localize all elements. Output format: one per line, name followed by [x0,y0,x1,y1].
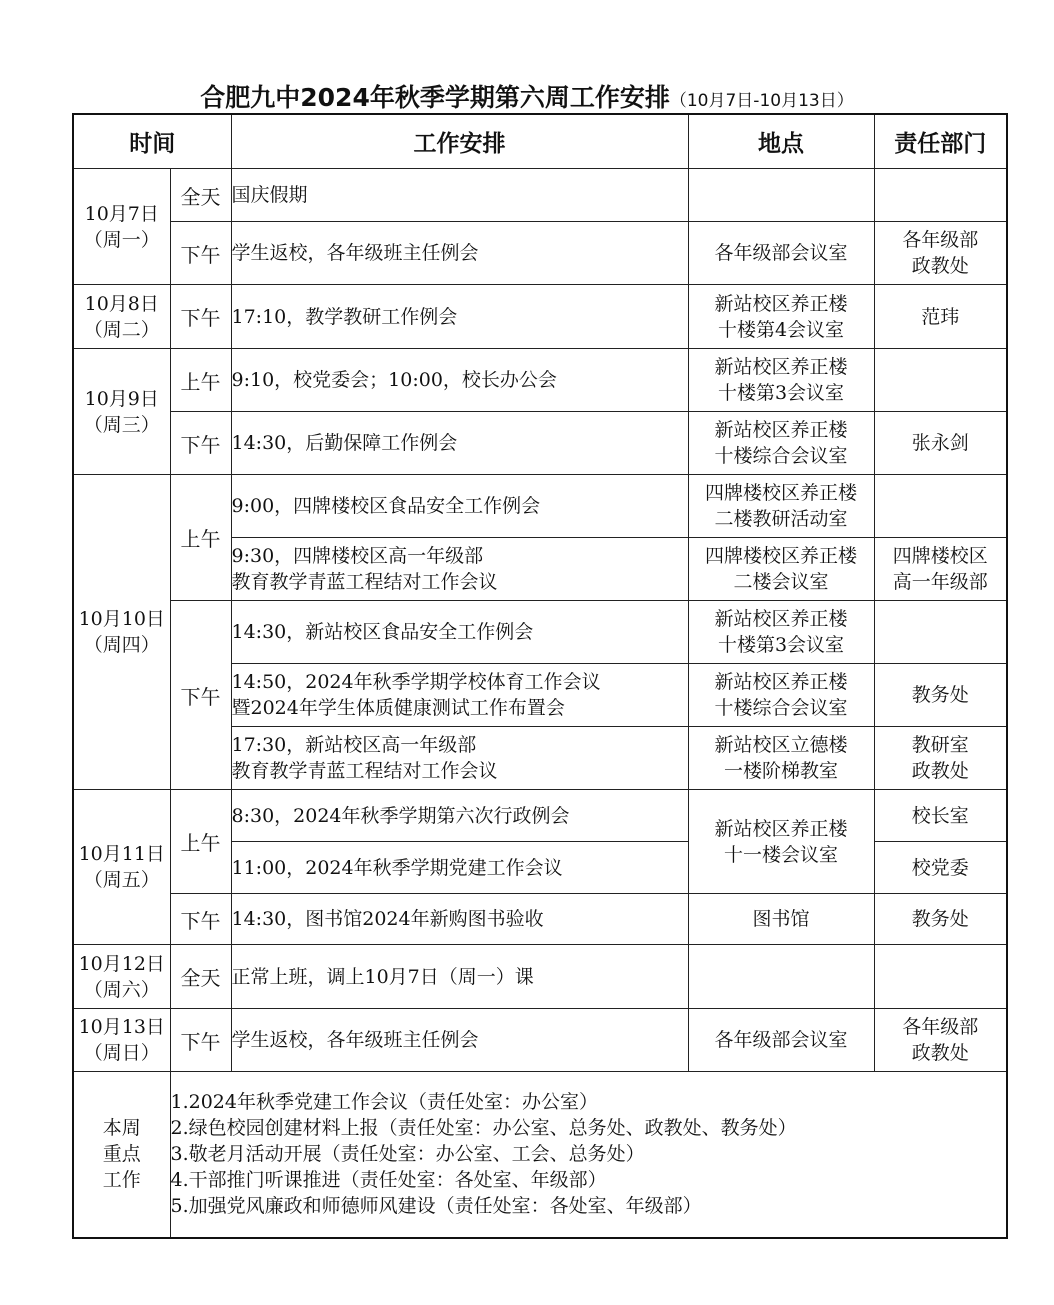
department-line: 各年级部 [902,1016,979,1038]
department-cell [874,727,1007,790]
work-line: 教育教学青蓝工程结对工作会议 [231,571,498,593]
location-line: 十一楼会议室 [723,843,838,866]
day-cell [73,475,170,790]
department-cell [874,222,1007,285]
day-cell [73,790,170,945]
department-line: 高一年级部 [892,571,988,593]
department-line: 政教处 [911,1042,969,1064]
work-cell [231,664,688,727]
work-cell: 学生返校，各年级班主任例会 [231,1009,688,1072]
work-cell: 11:00，2024年秋季学期党建工作会议 [231,842,688,894]
title-main: 合肥九中2024年秋季学期第六周工作安排 [200,83,670,112]
day-weekday: （周六） [83,978,160,1001]
period-cell: 下午 [170,894,231,945]
summary-label-line: 工作 [102,1169,141,1192]
period-cell: 全天 [170,945,231,1009]
department-cell: 校长室 [874,790,1007,842]
work-cell: 14:30，图书馆2024年新购图书验收 [231,894,688,945]
department-cell [874,601,1007,664]
location-cell [688,664,874,727]
day-weekday: （周一） [83,228,160,251]
day-date: 10月9日 [84,387,159,410]
summary-list [170,1072,1007,1238]
location-line: 十楼综合会议室 [714,445,848,467]
location-cell [688,601,874,664]
period-cell: 全天 [170,169,231,222]
table-row [73,1009,1007,1072]
location-cell [688,790,874,894]
day-date: 10月11日 [78,843,165,865]
work-cell: 学生返校，各年级班主任例会 [231,222,688,285]
location-line: 新站校区养正楼 [714,817,848,840]
location-line: 二楼教研活动室 [714,508,848,530]
work-cell: 14:30，后勤保障工作例会 [231,412,688,475]
location-line: 四牌楼校区养正楼 [704,482,857,504]
work-cell: 国庆假期 [231,169,688,222]
page-title [0,78,1054,114]
period-cell: 上午 [170,475,231,601]
table-row [73,222,1007,285]
location-cell [688,169,874,222]
department-cell [874,475,1007,538]
department-line: 政教处 [911,255,969,277]
location-cell [688,285,874,349]
table-row [73,790,1007,842]
department-cell: 范玮 [874,285,1007,349]
day-date: 10月10日 [78,608,165,630]
work-line: 14:50，2024年秋季学期学校体育工作会议 [231,671,601,693]
summary-item: 3.敬老月活动开展（责任处室：办公室、工会、总务处） [170,1143,645,1166]
period-cell: 下午 [170,222,231,285]
location-line: 十楼综合会议室 [714,697,848,719]
summary-row [73,1072,1007,1238]
day-cell [73,945,170,1009]
day-weekday: （周三） [83,413,160,436]
summary-label-line: 重点 [102,1143,141,1166]
work-cell: 9:00，四牌楼校区食品安全工作例会 [231,475,688,538]
summary-item: 4.干部推门听课推进（责任处室：各处室、年级部） [170,1169,607,1192]
department-cell: 教务处 [874,664,1007,727]
location-line: 十楼第3会议室 [717,382,845,404]
table-row [73,601,1007,664]
location-cell: 各年级部会议室 [688,1009,874,1072]
department-line: 四牌楼校区 [892,545,988,567]
location-line: 一楼阶梯教室 [723,760,838,782]
table-row [73,349,1007,412]
location-cell [688,349,874,412]
summary-label-line: 本周 [102,1117,141,1140]
work-cell: 14:30，新站校区食品安全工作例会 [231,601,688,664]
location-cell: 图书馆 [688,894,874,945]
day-weekday: （周日） [83,1042,160,1064]
schedule-table [72,113,1008,1239]
department-cell [874,1009,1007,1072]
summary-item: 2.绿色校园创建材料上报（责任处室：办公室、总务处、政教处、教务处） [170,1117,797,1140]
department-cell [874,169,1007,222]
location-line: 新站校区养正楼 [714,671,848,693]
header-time: 时间 [73,114,231,169]
location-line: 十楼第4会议室 [717,318,845,341]
period-cell: 上午 [170,349,231,412]
location-line: 新站校区养正楼 [714,419,848,441]
title-date-range: （10月7日-10月13日） [669,91,854,111]
work-cell: 8:30，2024年秋季学期第六次行政例会 [231,790,688,842]
day-date: 10月8日 [84,292,159,315]
work-cell: 9:10，校党委会；10:00，校长办公会 [231,349,688,412]
day-weekday: （周四） [83,634,160,656]
day-date: 10月13日 [78,1016,165,1038]
day-cell [73,285,170,349]
summary-label [73,1072,170,1238]
location-line: 十楼第3会议室 [717,634,845,656]
day-weekday: （周二） [83,318,160,341]
day-cell [73,349,170,475]
day-cell [73,169,170,285]
period-cell: 下午 [170,601,231,790]
table-row [73,475,1007,538]
department-cell: 教务处 [874,894,1007,945]
location-line: 二楼会议室 [733,571,829,593]
header-location: 地点 [688,114,874,169]
period-cell: 上午 [170,790,231,894]
day-date: 10月12日 [78,952,165,975]
location-cell [688,475,874,538]
location-line: 新站校区养正楼 [714,356,848,378]
table-row [73,412,1007,475]
department-cell [874,349,1007,412]
table-row [73,285,1007,349]
work-line: 17:30，新站校区高一年级部 [231,734,477,756]
header-department: 责任部门 [874,114,1007,169]
location-cell [688,412,874,475]
summary-item: 1.2024年秋季党建工作会议（责任处室：办公室） [170,1091,598,1114]
location-cell: 各年级部会议室 [688,222,874,285]
location-line: 四牌楼校区养正楼 [704,545,857,567]
day-cell [73,1009,170,1072]
table-row [73,945,1007,1009]
location-cell [688,945,874,1009]
table-row [73,169,1007,222]
location-line: 新站校区立德楼 [714,734,848,756]
department-line: 各年级部 [902,229,979,251]
work-cell [231,538,688,601]
department-cell [874,538,1007,601]
period-cell: 下午 [170,1009,231,1072]
work-cell: 正常上班，调上10月7日（周一）课 [231,945,688,1009]
period-cell: 下午 [170,285,231,349]
department-cell: 张永剑 [874,412,1007,475]
location-cell [688,727,874,790]
location-line: 新站校区养正楼 [714,292,848,315]
location-cell [688,538,874,601]
day-weekday: （周五） [83,869,160,891]
location-line: 新站校区养正楼 [714,608,848,630]
period-cell: 下午 [170,412,231,475]
work-cell [231,727,688,790]
department-cell: 校党委 [874,842,1007,894]
header-work: 工作安排 [231,114,688,169]
department-line: 政教处 [911,760,969,782]
work-cell: 17:10，教学教研工作例会 [231,285,688,349]
department-cell [874,945,1007,1009]
work-line: 教育教学青蓝工程结对工作会议 [231,760,498,782]
header-row [73,114,1007,169]
table-row [73,894,1007,945]
day-date: 10月7日 [84,202,159,225]
work-line: 9:30，四牌楼校区高一年级部 [231,545,484,567]
work-line: 暨2024年学生体质健康测试工作布置会 [231,697,565,719]
summary-item: 5.加强党风廉政和师德师风建设（责任处室：各处室、年级部） [170,1195,702,1218]
department-line: 教研室 [911,734,969,756]
